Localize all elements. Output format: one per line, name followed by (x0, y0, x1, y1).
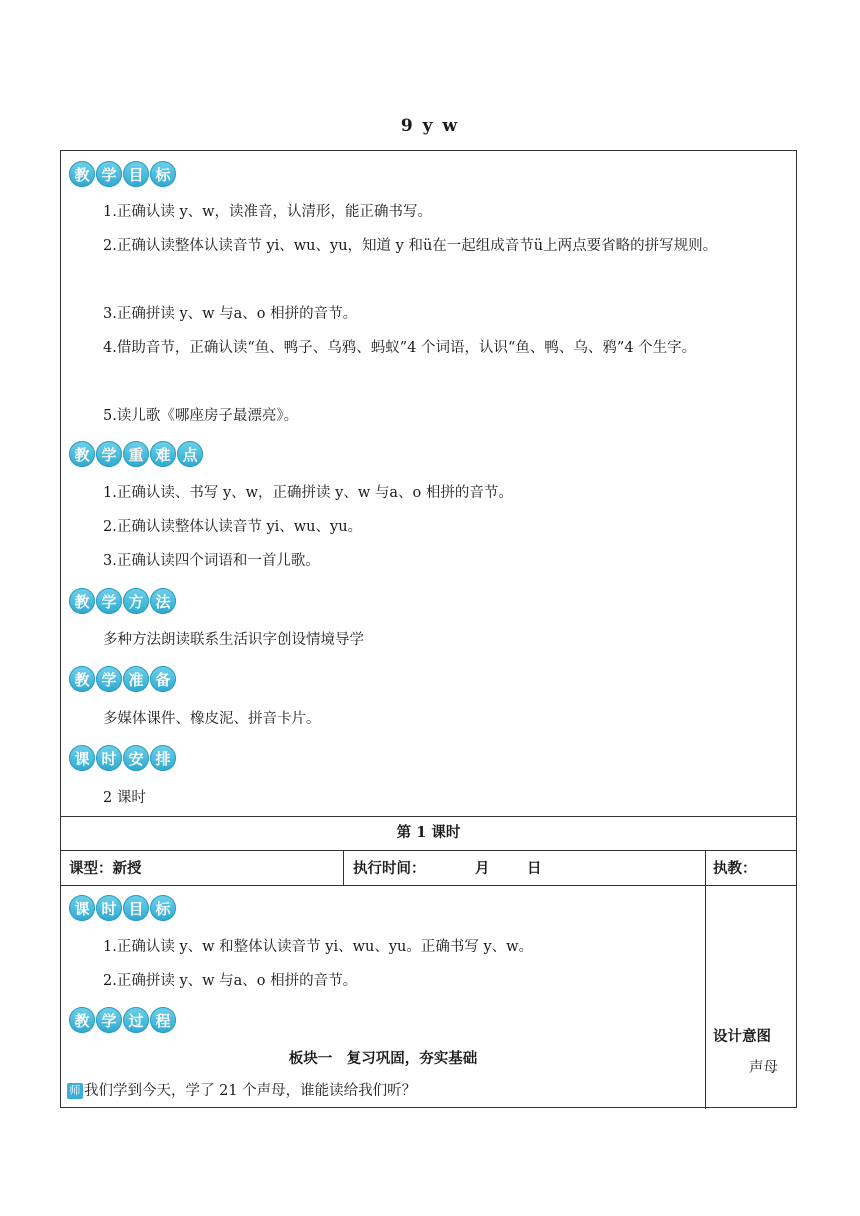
heading-char: 教 (69, 588, 95, 614)
heading-char: 课 (69, 745, 95, 771)
heading-char: 时 (96, 895, 122, 921)
heading-teaching-process (69, 1007, 176, 1033)
lesson-goal-item: 2.正确拼读 y、w 与a、o 相拼的音节。 (103, 973, 358, 989)
keypoint-item: 1.正确认读、书写 y、w，正确拼读 y、w 与a、o 相拼的音节。 (103, 485, 513, 501)
heading-char: 学 (96, 588, 122, 614)
objective-item: 5.读儿歌《哪座房子最漂亮》。 (103, 408, 299, 424)
heading-char: 学 (96, 1007, 122, 1033)
objective-item: 4.借助音节，正确认读“鱼、鸭子、乌鸦、蚂蚁”4 个词语，认识“鱼、鸭、乌、鸦”4 个生字。 (103, 340, 697, 356)
divider (61, 885, 796, 886)
keypoint-item: 2.正确认读整体认读音节 yi、wu、yu。 (103, 519, 363, 535)
heading-char: 学 (96, 666, 122, 692)
teacher-label: 执教： (713, 860, 757, 877)
heading-char: 标 (150, 161, 176, 187)
heading-lesson-goals (69, 895, 176, 921)
execution-time-label: 执行时间： (353, 860, 426, 877)
heading-char: 法 (150, 588, 176, 614)
heading-char: 备 (150, 666, 176, 692)
heading-char: 准 (123, 666, 149, 692)
page-title: 9 y w (400, 116, 460, 136)
keypoint-item: 3.正确认读四个词语和一首儿歌。 (103, 553, 320, 569)
heading-teaching-objectives (69, 161, 176, 187)
day-label: 日 (527, 860, 542, 877)
heading-char: 课 (69, 895, 95, 921)
heading-char: 难 (150, 441, 176, 467)
lesson-title: 第 1 课时 (396, 824, 461, 841)
design-intent-label: 设计意图 (713, 1028, 771, 1045)
methods-text: 多种方法朗读联系生活识字创设情境导学 (103, 632, 364, 648)
objective-item: 1.正确认读 y、w，读准音，认清形，能正确书写。 (103, 204, 433, 220)
heading-schedule (69, 745, 176, 771)
divider (61, 850, 796, 851)
lesson-plan-table (60, 150, 797, 1108)
schedule-text: 2 课时 (103, 790, 146, 806)
divider (705, 850, 706, 1109)
heading-char: 教 (69, 161, 95, 187)
objective-item: 2.正确认读整体认读音节 yi、wu、yu，知道 y 和ü在一起组成音节ü上两点要省略的拼写规则。 (103, 238, 718, 254)
block-title: 板块一 复习巩固，夯实基础 (288, 1050, 478, 1067)
heading-key-points (69, 441, 203, 467)
heading-teaching-methods (69, 588, 176, 614)
heading-char: 学 (96, 161, 122, 187)
heading-char: 过 (123, 1007, 149, 1033)
prep-text: 多媒体课件、橡皮泥、拼音卡片。 (103, 711, 321, 727)
lesson-goal-item: 1.正确认读 y、w 和整体认读音节 yi、wu、yu。正确书写 y、w。 (103, 939, 534, 955)
heading-char: 目 (123, 161, 149, 187)
month-label: 月 (475, 860, 490, 877)
heading-char: 方 (123, 588, 149, 614)
heading-char: 排 (150, 745, 176, 771)
heading-char: 目 (123, 895, 149, 921)
divider (343, 850, 344, 885)
heading-char: 重 (123, 441, 149, 467)
heading-char: 教 (69, 1007, 95, 1033)
divider (61, 816, 796, 817)
teacher-line-text: 我们学到今天，学了 21 个声母，谁能读给我们听？ (84, 1083, 417, 1099)
heading-char: 学 (96, 441, 122, 467)
heading-char: 教 (69, 441, 95, 467)
heading-char: 安 (123, 745, 149, 771)
objective-item: 3.正确拼读 y、w 与a、o 相拼的音节。 (103, 306, 358, 322)
heading-char: 程 (150, 1007, 176, 1033)
heading-teaching-prep (69, 666, 176, 692)
teacher-icon: 师 (67, 1083, 83, 1099)
lesson-type: 课型：新授 (69, 860, 142, 877)
heading-char: 标 (150, 895, 176, 921)
design-intent-text: 声母 (749, 1060, 778, 1076)
heading-char: 教 (69, 666, 95, 692)
heading-char: 点 (177, 441, 203, 467)
teacher-line (67, 1078, 697, 1105)
heading-char: 时 (96, 745, 122, 771)
